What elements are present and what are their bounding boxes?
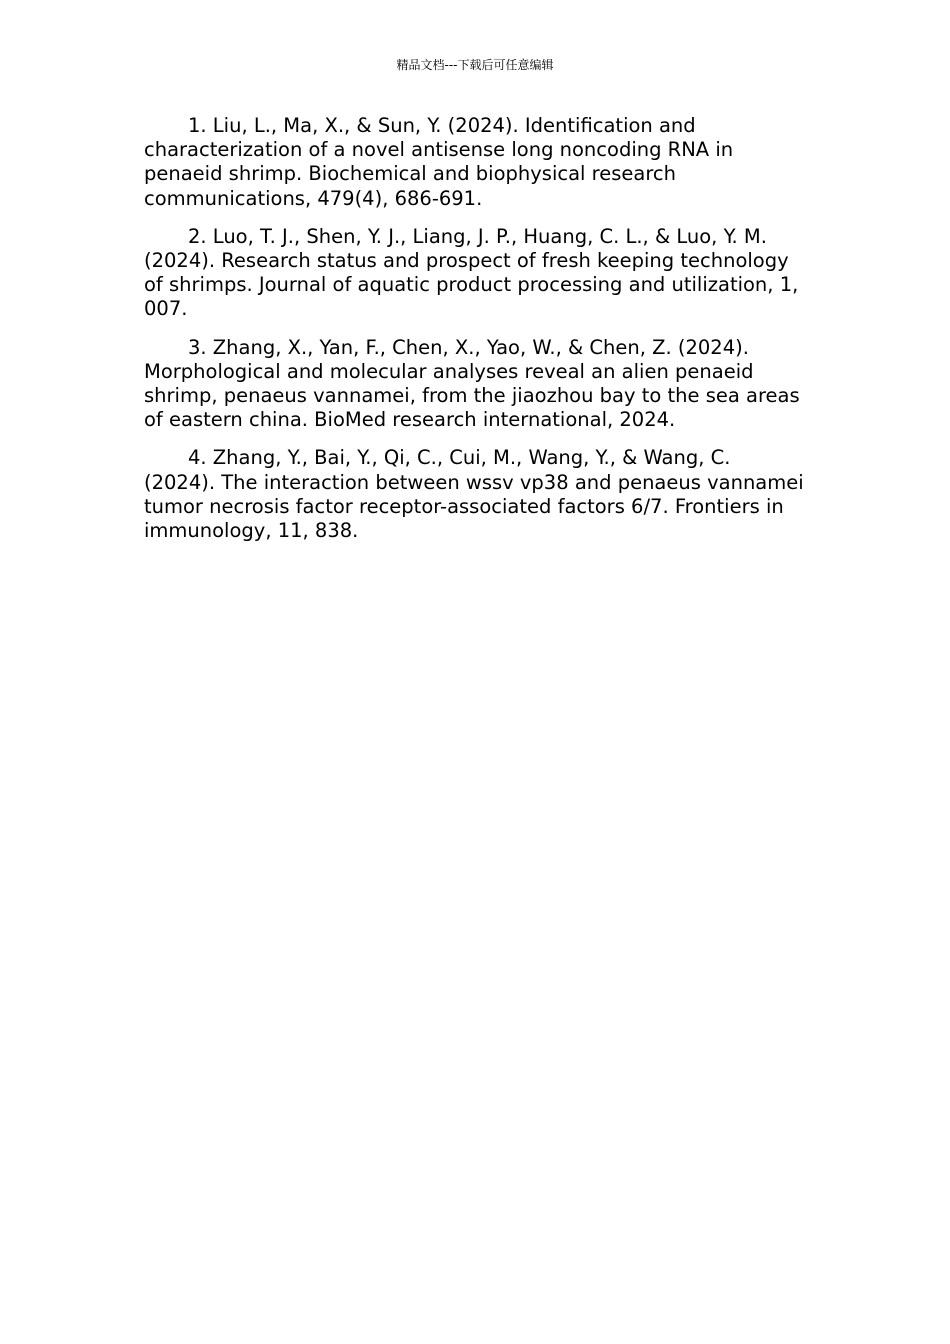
reference-item: 3. Zhang, X., Yan, F., Chen, X., Yao, W., & Chen, Z. (2024). Morphological and molecular analyses reveal an alien penaeid shrimp, penaeus vannamei, from the jiaozhou bay to the sea areas of eastern china. BioMed research international, 2024. [144,335,800,432]
reference-list [144,114,804,557]
reference-item: 2. Luo, T. J., Shen, Y. J., Liang, J. P., Huang, C. L., & Luo, Y. M. (2024). Research status and prospect of fresh keeping technology of shrimps. Journal of aquatic product processing and utilization, 1, 007. [144,224,799,321]
reference-item: 1. Liu, L., Ma, X., & Sun, Y. (2024). Identification and characterization of a novel antisense long noncoding RNA in penaeid shrimp. Biochemical and biophysical research communications, 479(4), 686-691. [144,114,734,210]
page-header: 精品文档---下载后可任意编辑 [396,58,554,72]
reference-item: 4. Zhang, Y., Bai, Y., Qi, C., Cui, M., Wang, Y., & Wang, C. (2024). The interaction between wssv vp38 and penaeus vannamei tumor necrosis factor receptor-associated factors 6/7. Frontiers in immunology, 11, 838. [144,446,804,543]
